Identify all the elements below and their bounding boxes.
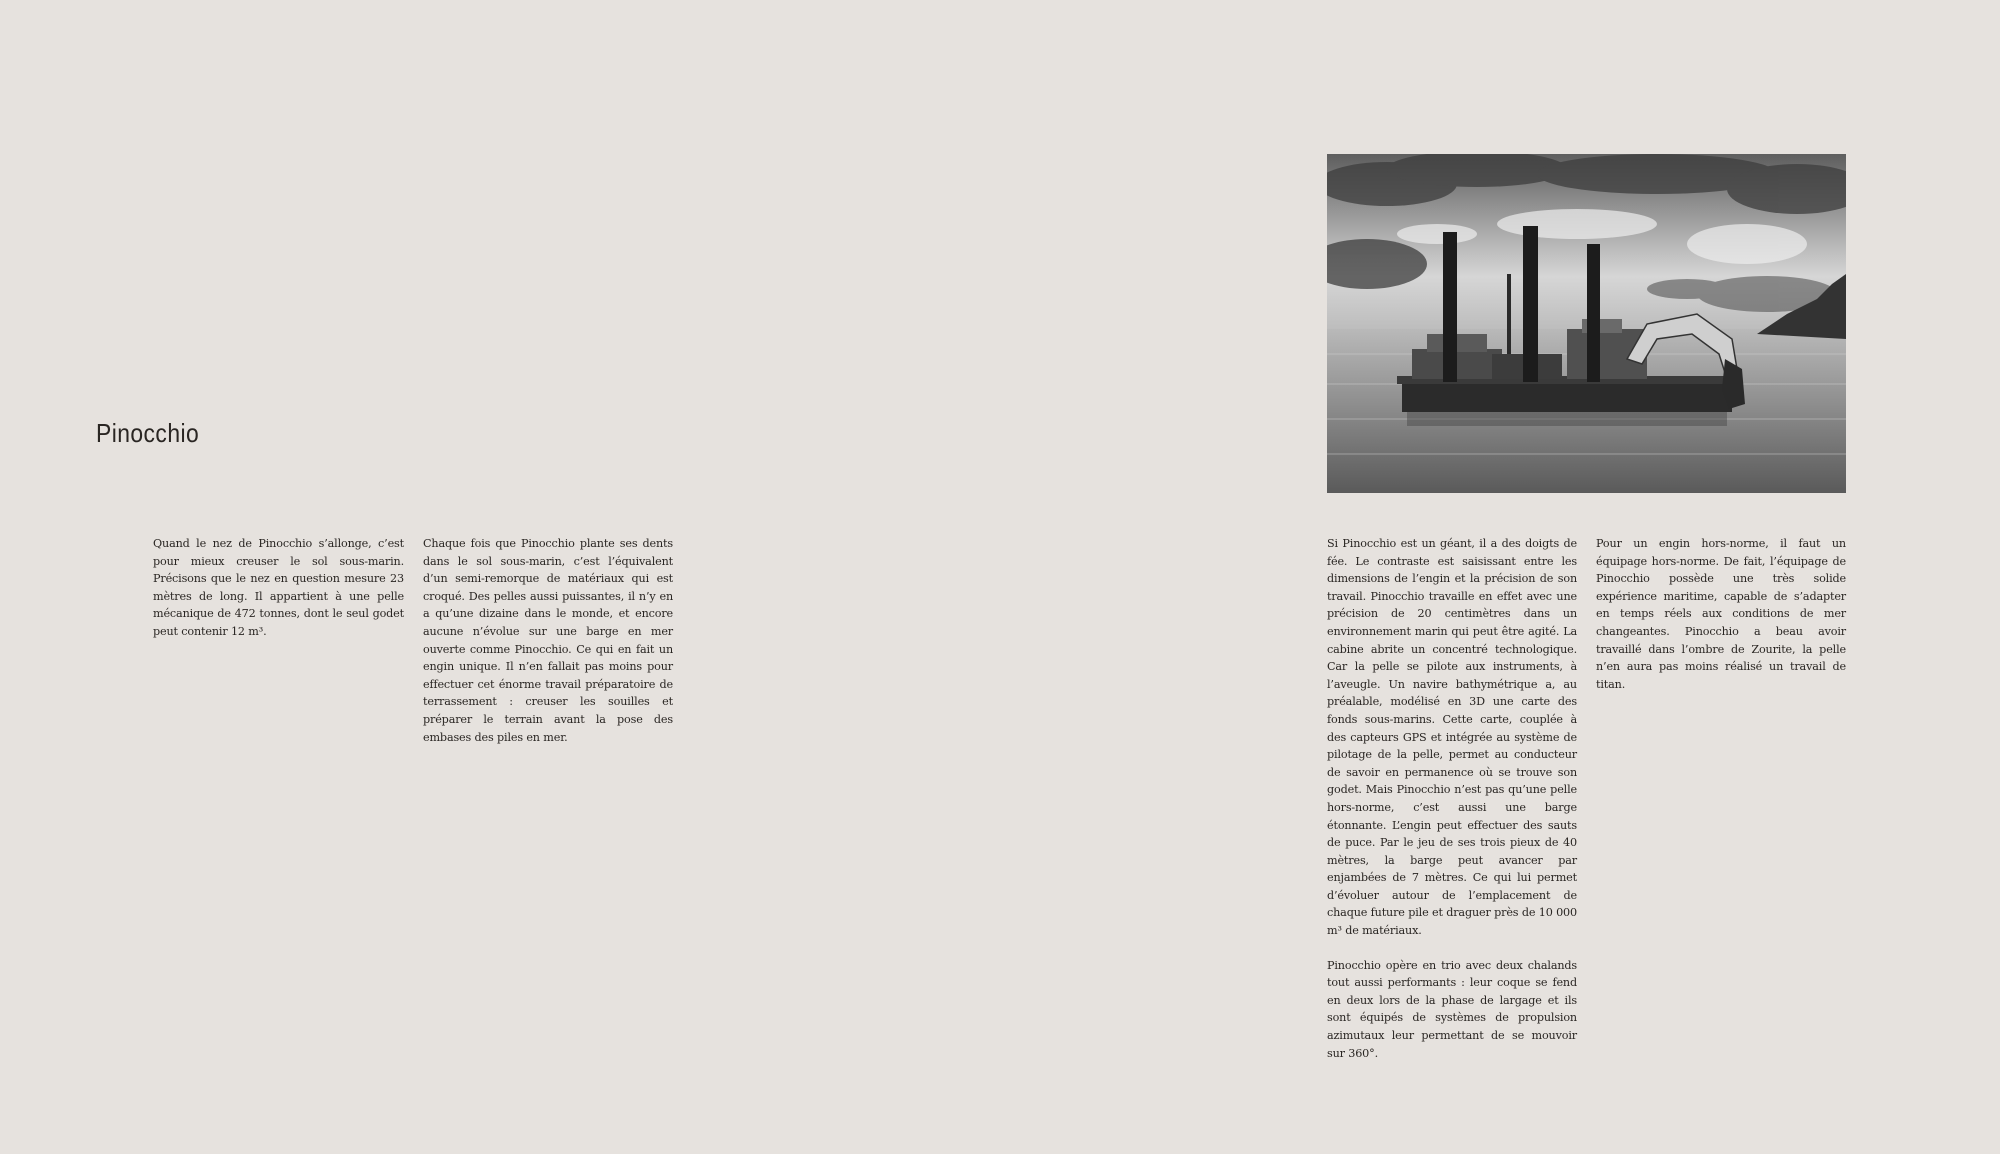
paragraph: Si Pinocchio est un géant, il a des doigts de fée. Le contraste est saisissant entre les dimensions de l’engin et la précision de son travail. Pinocchio travaille en effet avec une précision de 20 centimètres dans un environnement marin qui peut être agité. La cabine abrite un concentré technologique. Car la pelle se pilote aux instruments, à l’aveugle. Un navire bathymétrique a, au préalable, modélisé en 3D une carte des fonds sous-marins. Cette carte, couplée à des capteurs GPS et intégrée au système de pilotage de la pelle, permet au conducteur de savoir en permanence où se trouve son godet. Mais Pinocchio n’est pas qu’une pelle hors-norme, c’est aussi une barge étonnante. L’engin peut effectuer des sauts de puce. Par le jeu de ses trois pieux de 40 mètres, la barge peut avancer par enjambées de 7 mètres. Ce qui lui permet d’évoluer autour de l’emplacement de chaque future pile et draguer près de 10 000 m³ de matériaux. <box>1327 537 1577 938</box>
text-column-1 <box>153 535 404 658</box>
paragraph: Pour un engin hors-norme, il faut un équipage hors-norme. De fait, l’équipage de Pinocchio possède une très solide expérience maritime, capable de s’adapter en temps réels aux conditions de mer changeantes. Pinocchio a beau avoir travaillé dans l’ombre de Zourite, la pelle n’en aura pas moins réalisé un travail de titan. <box>1596 537 1846 691</box>
text-column-4 <box>1596 535 1846 710</box>
paragraph: Chaque fois que Pinocchio plante ses dents dans le sol sous-marin, c’est l’équivalent d’un semi-remorque de matériaux qui est croqué. Des pelles aussi puissantes, il n’y en a qu’une dizaine dans le monde, et encore aucune n’évolue sur une barge en mer ouverte comme Pinocchio. Ce qui en fait un engin unique. Il n’en fallait pas moins pour effectuer cet énorme travail préparatoire de terrassement : creuser les souilles et préparer le terrain avant la pose des embases des piles en mer. <box>423 537 673 744</box>
paragraph: Quand le nez de Pinocchio s’allonge, c’est pour mieux creuser le sol sous-marin. Précisons que le nez en question mesure 23 mètres de long. Il appartient à une pelle mécanique de 472 tonnes, dont le seul godet peut contenir 12 m³. <box>153 537 404 638</box>
barge-photo <box>1327 154 1846 493</box>
text-column-3 <box>1327 535 1577 1079</box>
paragraph: Pinocchio opère en trio avec deux chalands tout aussi performants : leur coque se fend en deux lors de la phase de largage et ils sont équipés de systèmes de propulsion azimutaux leur permettant de se mouvoir sur 360°. <box>1327 958 1577 1060</box>
page-title: Pinocchio <box>96 418 200 448</box>
text-column-2 <box>423 535 673 763</box>
